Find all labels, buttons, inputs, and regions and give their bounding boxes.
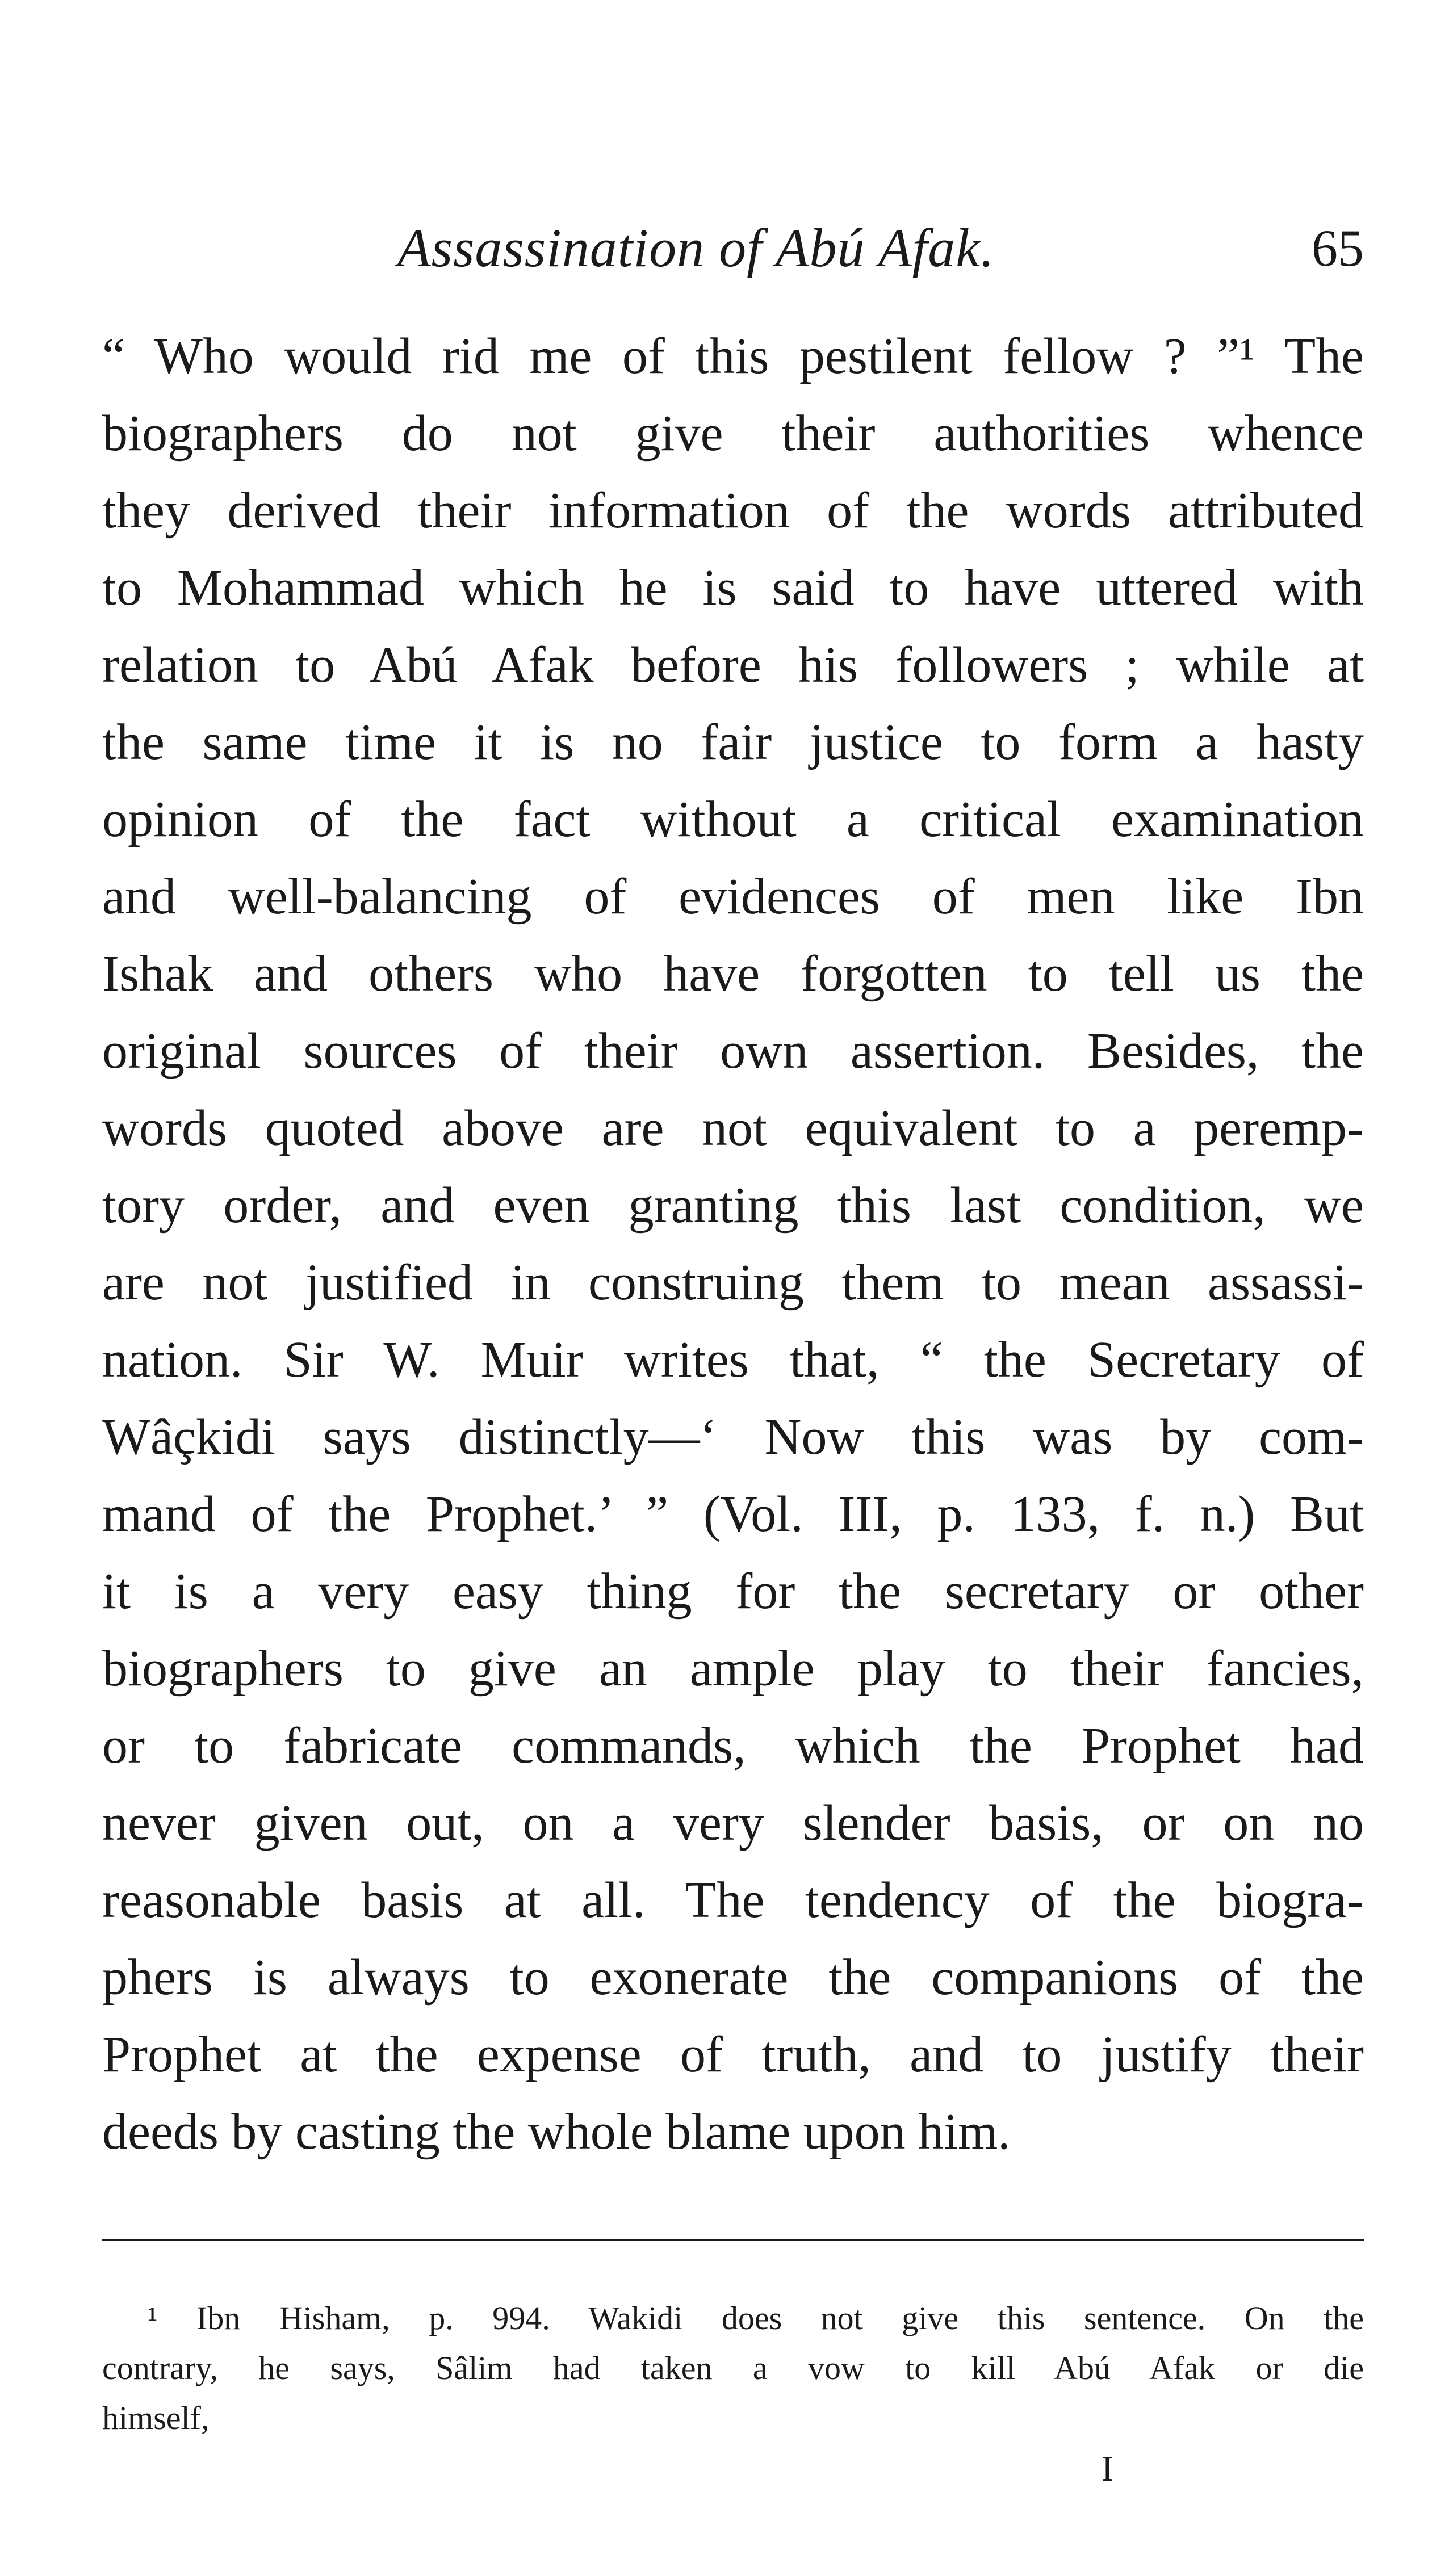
text-line: it is a very easy thing for the secretary or other xyxy=(102,1563,1364,1620)
page-number: 65 xyxy=(1312,219,1364,277)
text-line: words quoted above are not equivalent to a peremp- xyxy=(102,1100,1364,1156)
signature-mark: I xyxy=(1102,2450,1113,2489)
text-line: Ishak and others who have forgotten to tell us the xyxy=(102,946,1364,1002)
text-line: and well-balancing of evidences of men like Ibn xyxy=(102,869,1364,925)
text-line: or to fabricate commands, which the Prophet had xyxy=(102,1718,1364,1774)
text-line: are not justified in construing them to mean assassi- xyxy=(102,1255,1364,1311)
text-line: original sources of their own assertion. Besides, the xyxy=(102,1023,1364,1079)
text-line: opinion of the fact without a critical examination xyxy=(102,791,1364,848)
text-line: Wâçkidi says distinctly—‘ Now this was by com- xyxy=(102,1409,1364,1465)
footnote-line: contrary, he says, Sâlim had taken a vow to kill Abú Afak or die xyxy=(102,2350,1364,2386)
footnote-line: himself, xyxy=(102,2399,210,2436)
footnotes xyxy=(102,2293,1364,2443)
body-text xyxy=(102,318,1364,2171)
text-line: relation to Abú Afak before his followers ; while at xyxy=(102,637,1364,693)
text-line: Prophet at the expense of truth, and to justify their xyxy=(102,2027,1364,2083)
text-line: they derived their information of the words attributed xyxy=(102,483,1364,539)
text-line: to Mohammad which he is said to have uttered with xyxy=(102,560,1364,616)
text-line: deeds by casting the whole blame upon him. xyxy=(102,2104,1011,2160)
text-line: nation. Sir W. Muir writes that, “ the Secretary of xyxy=(102,1332,1364,1388)
text-line: the same time it is no fair justice to form a hasty xyxy=(102,714,1364,770)
text-line: “ Who would rid me of this pestilent fellow ? ”¹ The xyxy=(102,328,1364,384)
text-line: mand of the Prophet.’ ” (Vol. III, p. 133, f. n.) But xyxy=(102,1486,1364,1542)
text-line: biographers do not give their authorities whence xyxy=(102,405,1364,462)
text-line: reasonable basis at all. The tendency of the biogra- xyxy=(102,1872,1364,1928)
text-line: tory order, and even granting this last condition, we xyxy=(102,1177,1364,1234)
footnote-line: ¹ Ibn Hisham, p. 994. Wakidi does not give this sentence. On the xyxy=(148,2300,1364,2336)
text-line: phers is always to exonerate the companions of the xyxy=(102,1949,1364,2006)
running-title: Assassination of Abú Afak. xyxy=(397,217,995,278)
text-line: never given out, on a very slender basis, or on no xyxy=(102,1795,1364,1851)
running-head xyxy=(102,211,1364,285)
text-line: biographers to give an ample play to their fancies, xyxy=(102,1641,1364,1697)
footnote-rule xyxy=(102,2239,1364,2241)
